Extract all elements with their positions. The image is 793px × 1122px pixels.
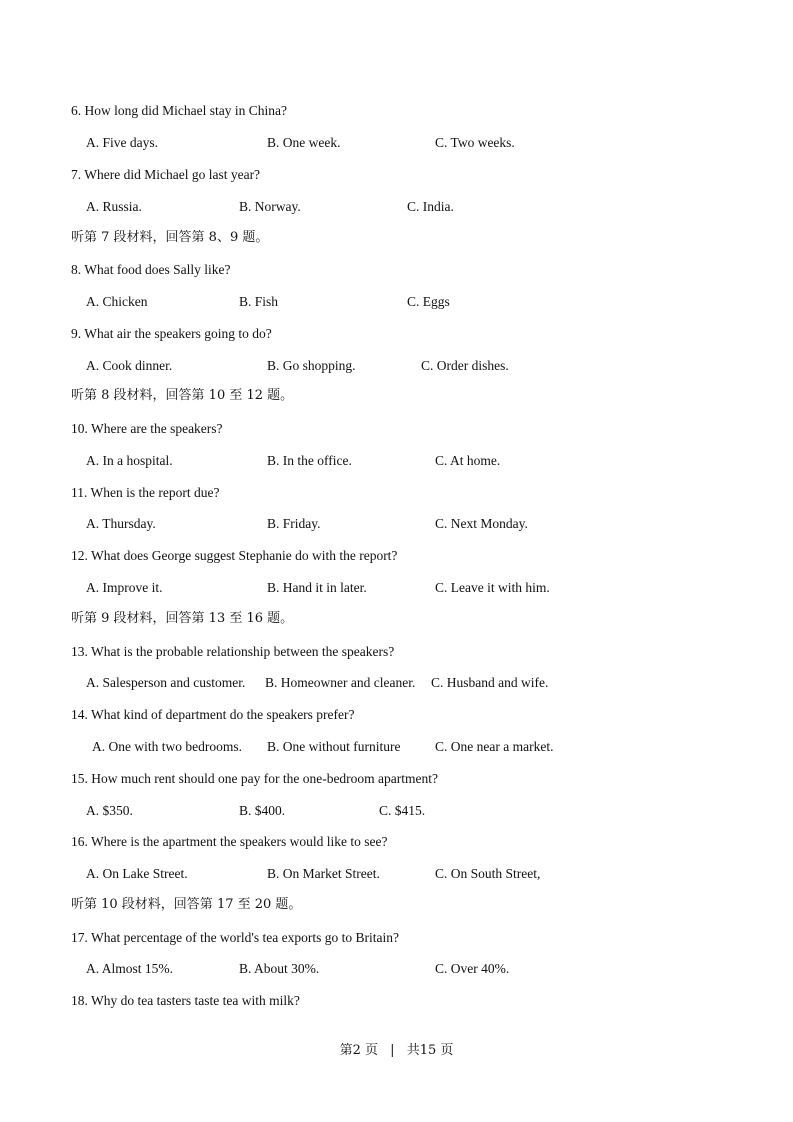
option-13b: B. Homeowner and cleaner. (265, 675, 416, 690)
section-10-heading: 听第 10 段材料，回答第 17 至 20 题。 (71, 897, 302, 912)
option-12a: A. Improve it. (86, 580, 163, 595)
option-11c: C. Next Monday. (435, 516, 528, 531)
option-12b: B. Hand it in later. (267, 580, 367, 595)
question-9: 9. What air the speakers going to do? (71, 326, 272, 341)
question-18: 18. Why do tea tasters taste tea with milk? (71, 993, 300, 1008)
option-13c: C. Husband and wife. (431, 675, 549, 690)
option-17c: C. Over 40%. (435, 961, 510, 976)
option-13a: A. Salesperson and customer. (86, 675, 246, 690)
option-11a: A. Thursday. (86, 516, 156, 531)
question-10: 10. Where are the speakers? (71, 421, 223, 436)
option-9b: B. Go shopping. (267, 358, 356, 373)
option-10c: C. At home. (435, 453, 501, 468)
option-17b: B. About 30%. (239, 961, 320, 976)
footer-separator: | (390, 1043, 395, 1058)
option-8c: C. Eggs (407, 294, 450, 309)
question-12: 12. What does George suggest Stephanie do with the report? (71, 548, 398, 563)
option-6c: C. Two weeks. (435, 135, 515, 150)
question-13: 13. What is the probable relationship between the speakers? (71, 644, 395, 659)
section-7-heading: 听第 7 段材料，回答第 8、9 题。 (71, 230, 269, 245)
option-14c: C. One near a market. (435, 739, 554, 754)
section-8-heading: 听第 8 段材料，回答第 10 至 12 题。 (71, 388, 294, 403)
question-8: 8. What food does Sally like? (71, 262, 231, 277)
option-6a: A. Five days. (86, 135, 158, 150)
option-12c: C. Leave it with him. (435, 580, 550, 595)
option-10a: A. In a hospital. (86, 453, 173, 468)
option-9a: A. Cook dinner. (86, 358, 173, 373)
option-7b: B. Norway. (239, 199, 301, 214)
page-total: 共15 页 (406, 1043, 454, 1058)
option-14b: B. One without furniture (267, 739, 401, 754)
option-7c: C. India. (407, 199, 454, 214)
option-8b: B. Fish (239, 294, 279, 309)
option-9c: C. Order dishes. (421, 358, 509, 373)
question-14: 14. What kind of department do the speakers prefer? (71, 707, 355, 722)
page-number: 第2 页 (339, 1043, 379, 1058)
question-7: 7. Where did Michael go last year? (71, 167, 261, 182)
option-6b: B. One week. (267, 135, 341, 150)
option-17a: A. Almost 15%. (86, 961, 174, 976)
question-15: 15. How much rent should one pay for the one-bedroom apartment? (71, 771, 439, 786)
option-7a: A. Russia. (86, 199, 142, 214)
question-17: 17. What percentage of the world's tea exports go to Britain? (71, 930, 399, 945)
question-6: 6. How long did Michael stay in China? (71, 103, 287, 118)
question-16: 16. Where is the apartment the speakers would like to see? (71, 834, 388, 849)
option-14a: A. One with two bedrooms. (92, 739, 242, 754)
section-9-heading: 听第 9 段材料，回答第 13 至 16 题。 (71, 611, 294, 626)
option-16c: C. On South Street, (435, 866, 541, 881)
option-15c: C. $415. (379, 803, 426, 818)
option-10b: B. In the office. (267, 453, 352, 468)
option-8a: A. Chicken (86, 294, 148, 309)
page-footer (0, 1039, 793, 1058)
option-16a: A. On Lake Street. (86, 866, 188, 881)
option-15b: B. $400. (239, 803, 286, 818)
option-11b: B. Friday. (267, 516, 321, 531)
option-16b: B. On Market Street. (267, 866, 380, 881)
question-11: 11. When is the report due? (71, 485, 220, 500)
option-15a: A. $350. (86, 803, 133, 818)
